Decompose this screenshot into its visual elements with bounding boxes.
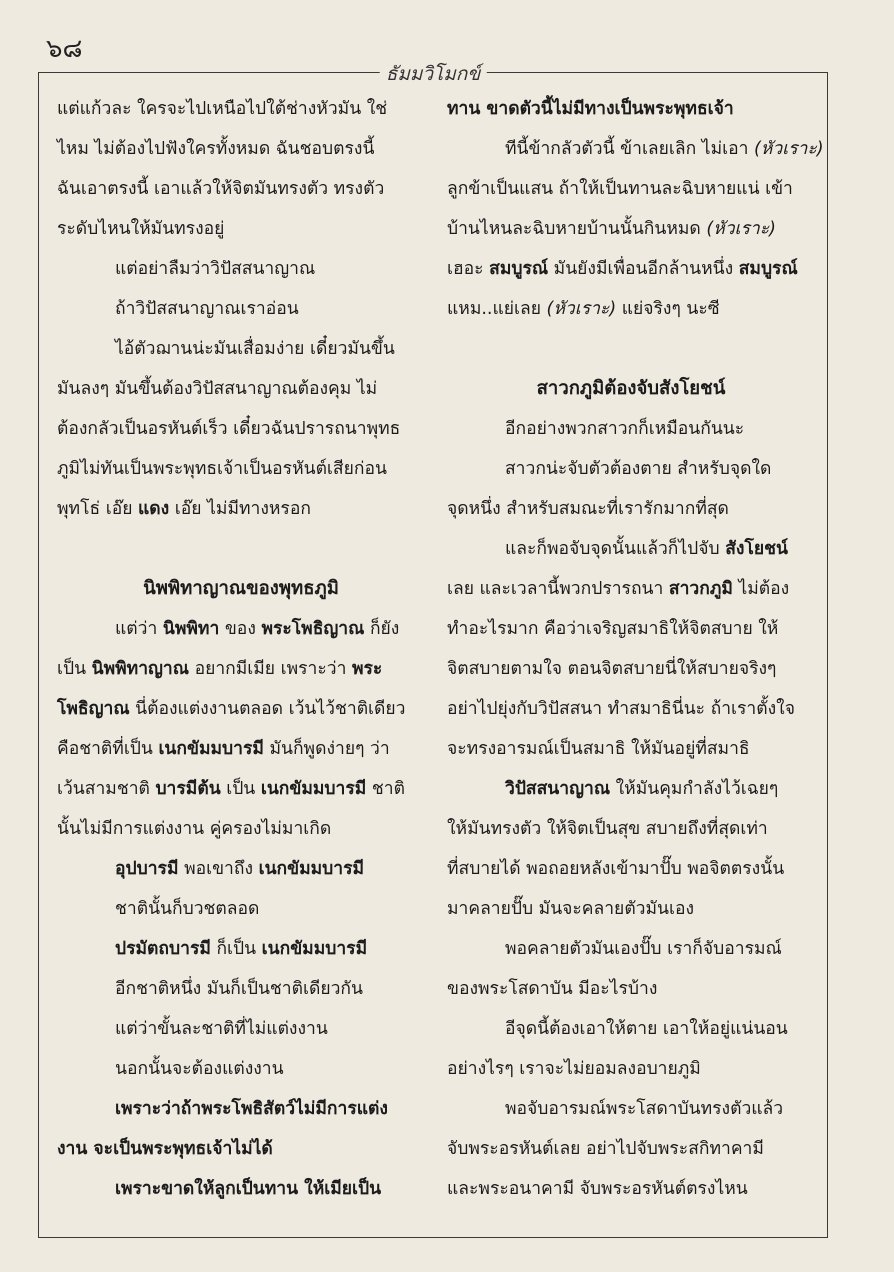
text-segment: คือชาติที่เป็น xyxy=(57,739,159,759)
text-segment: ให้มันคุมกำลังไว้เฉยๆ xyxy=(610,779,779,799)
text-line xyxy=(57,1169,425,1209)
text-segment: ปรมัตถบารมี xyxy=(115,939,211,959)
text-line xyxy=(57,649,425,689)
text-segment: เนกขัมมบารมี xyxy=(260,779,367,799)
text-line xyxy=(57,1009,425,1049)
text-segment: และพระอนาคามี จับพระอรหันต์ตรงไหน xyxy=(447,1179,748,1199)
text-line xyxy=(57,129,425,169)
text-segment: (หัวเราะ) xyxy=(706,219,776,239)
text-segment: จุดหนึ่ง สำหรับสมณะที่เรารักมากที่สุด xyxy=(447,499,729,519)
blank-line xyxy=(57,529,425,569)
text-segment: มันก็พูดง่ายๆ ว่า xyxy=(263,739,390,759)
text-line xyxy=(57,1049,425,1089)
text-segment: นิพพิทาญาณ xyxy=(91,659,189,679)
text-line xyxy=(447,769,815,809)
text-segment: ให้มันทรงตัว ให้จิตเป็นสุข สบายถึงที่สุดเท่า xyxy=(447,819,768,839)
text-line xyxy=(57,969,425,1009)
text-line xyxy=(447,529,815,569)
text-line xyxy=(447,289,815,329)
text-segment: ก็ยัง xyxy=(364,619,400,639)
text-segment: จับพระอรหันต์เลย อย่าไปจับพระสกิทาคามี xyxy=(447,1139,764,1159)
text-line xyxy=(57,169,425,209)
text-segment: เนกขัมมบารมี xyxy=(258,859,365,879)
text-segment: มันลงๆ มันขึ้นต้องวิปัสสนาญาณต้องคุม ไม่ xyxy=(57,379,378,399)
text-segment: อย่างไรๆ เราจะไม่ยอมลงอบายภูมิ xyxy=(447,1059,701,1079)
text-segment: จิตสบายตามใจ ตอนจิตสบายนี่ให้สบายจริงๆ xyxy=(447,659,777,679)
text-segment: นั้นไม่มีการแต่งงาน คู่ครองไม่มาเกิด xyxy=(57,819,332,839)
text-line xyxy=(57,449,425,489)
text-line xyxy=(57,729,425,769)
text-segment: งาน จะเป็นพระพุทธเจ้าไม่ได้ xyxy=(57,1139,273,1159)
text-segment: พระ xyxy=(351,659,383,679)
text-segment: และก็พอจับจุดนั้นแล้วก็ไปจับ xyxy=(505,539,726,559)
text-line xyxy=(447,249,815,289)
text-line xyxy=(447,1049,815,1089)
text-segment: ภูมิไม่ทันเป็นพระพุทธเจ้าเป็นอรหันต์เสียก่อน xyxy=(57,459,387,479)
text-segment: ชาตินั้นก็บวชตลอด xyxy=(115,899,260,919)
text-segment: เอ๊ย ไม่มีทางหรอก xyxy=(169,499,311,519)
text-line xyxy=(57,369,425,409)
text-segment: ทาน ขาดตัวนี้ไม่มีทางเป็นพระพุทธเจ้า xyxy=(447,99,734,119)
text-line xyxy=(57,769,425,809)
text-segment: (หัวเราะ) xyxy=(753,139,824,159)
page-number: ๖๘ xyxy=(46,34,83,64)
running-title: ธัมมวิโมกข์ xyxy=(380,59,487,89)
text-line xyxy=(57,249,425,289)
text-line xyxy=(447,169,815,209)
text-segment: สาวกน่ะจับตัวต้องตาย สำหรับจุดใด xyxy=(505,459,772,479)
text-line xyxy=(57,1089,425,1129)
text-segment: นิพพิทาญาณของพุทธภูมิ xyxy=(143,578,339,599)
text-segment: ของพระโสดาบัน มีอะไรบ้าง xyxy=(447,979,658,999)
text-segment: อุปบารมี xyxy=(115,859,179,879)
left-column xyxy=(57,89,425,1209)
text-segment: ถ้าวิปัสสนาญาณเราอ่อน xyxy=(115,299,299,319)
text-segment: แต่ว่าขั้นละชาติที่ไม่แต่งงาน xyxy=(115,1019,328,1039)
text-segment: ทำอะไรมาก คือว่าเจริญสมาธิให้จิตสบาย ให้ xyxy=(447,619,779,639)
text-line xyxy=(447,489,815,529)
text-line xyxy=(57,929,425,969)
text-segment: ไหม ไม่ต้องไปฟังใครทั้งหมด ฉันชอบตรงนี้ xyxy=(57,139,375,159)
text-line xyxy=(447,1169,815,1209)
text-line xyxy=(447,1089,815,1129)
text-segment: พอคลายตัวมันเองปั๊บ เราก็จับอารมณ์ xyxy=(505,939,782,959)
text-line xyxy=(57,609,425,649)
text-segment: บารมีต้น xyxy=(155,779,221,799)
text-segment: ของ xyxy=(219,619,262,639)
text-line xyxy=(57,809,425,849)
text-line xyxy=(57,689,425,729)
text-segment: เว้นสามชาติ xyxy=(57,779,156,799)
text-line xyxy=(447,569,815,609)
text-segment: สมบูรณ์ xyxy=(738,259,798,279)
text-line xyxy=(447,729,815,769)
text-segment: สังโยชน์ xyxy=(725,539,788,559)
text-line xyxy=(57,409,425,449)
text-line xyxy=(447,969,815,1009)
text-segment: ระดับไหนให้มันทรงอยู่ xyxy=(57,219,225,239)
text-line xyxy=(447,809,815,849)
text-segment: อีกชาติหนึ่ง มันก็เป็นชาติเดียวกัน xyxy=(115,979,363,999)
text-segment: แต่ว่า xyxy=(115,619,163,639)
text-segment: แดง xyxy=(138,499,170,519)
text-segment: ไม่ต้อง xyxy=(732,579,790,599)
text-segment: พุทโธ่ เอ๊ย xyxy=(57,499,139,519)
text-line xyxy=(57,209,425,249)
text-segment: แต่แก้วละ ใครจะไปเหนือไปใต้ช่างหัวมัน ใช่ xyxy=(57,99,388,119)
text-segment: พอจับอารมณ์พระโสดาบันทรงตัวแล้ว xyxy=(505,1099,784,1119)
text-segment: พอเขาถึง xyxy=(178,859,259,879)
text-segment: ชาติ xyxy=(366,779,405,799)
text-line xyxy=(447,609,815,649)
text-line xyxy=(447,409,815,449)
text-segment: สาวกภูมิต้องจับสังโยชน์ xyxy=(536,378,726,399)
text-line xyxy=(447,1009,815,1049)
text-line xyxy=(447,649,815,689)
text-segment: เฮอะ xyxy=(447,259,490,279)
text-line xyxy=(447,1129,815,1169)
text-segment: ที่สบายได้ พอถอยหลังเข้ามาปั๊บ พอจิตตรงนั้น xyxy=(447,859,785,879)
text-line xyxy=(57,289,425,329)
text-segment: แต่อย่าลืมว่าวิปัสสนาญาณ xyxy=(115,259,316,279)
text-line xyxy=(447,209,815,249)
text-line xyxy=(447,849,815,889)
text-segment: วิปัสสนาญาณ xyxy=(505,779,611,799)
text-line xyxy=(57,89,425,129)
text-segment: สมบูรณ์ xyxy=(489,259,549,279)
text-segment: โพธิญาณ xyxy=(57,699,130,719)
text-segment: เนกขัมมบารมี xyxy=(261,939,368,959)
text-line xyxy=(57,849,425,889)
text-segment: เป็น xyxy=(220,779,261,799)
section-heading xyxy=(57,569,425,609)
text-segment: นิพพิทา xyxy=(162,619,220,639)
text-segment: เพราะขาดให้ลูกเป็นทาน ให้เมียเป็น xyxy=(115,1179,382,1199)
text-segment: เนกขัมมบารมี xyxy=(158,739,264,759)
text-segment: นอกนั้นจะต้องแต่งงาน xyxy=(115,1059,284,1079)
text-segment: เป็น xyxy=(57,659,92,679)
text-line xyxy=(447,449,815,489)
text-segment: ก็เป็น xyxy=(210,939,262,959)
text-segment: อยากมีเมีย เพราะว่า xyxy=(189,659,352,679)
text-segment: อย่าไปยุ่งกับวิปัสสนา ทำสมาธินี่นะ ถ้าเราตั้งใจ xyxy=(447,699,795,719)
text-segment: ฉันเอาตรงนี้ เอาแล้วให้จิตมันทรงตัว ทรงตัว xyxy=(57,179,385,199)
text-segment: ต้องกลัวเป็นอรหันต์เร็ว เดี๋ยวฉันปรารถนาพุทธ xyxy=(57,419,401,439)
right-column xyxy=(447,89,824,1209)
text-segment: จะทรงอารมณ์เป็นสมาธิ ให้มันอยู่ที่สมาธิ xyxy=(447,739,750,759)
section-heading xyxy=(447,369,815,409)
text-line xyxy=(57,1129,425,1169)
text-segment: (หัวเราะ) xyxy=(546,299,617,319)
text-segment: ไอ้ตัวฌานน่ะมันเสื่อมง่าย เดี๋ยวมันขึ้น xyxy=(115,339,395,359)
text-frame xyxy=(38,63,828,1238)
text-segment: แย่จริงๆ นะซี xyxy=(616,299,720,319)
text-line xyxy=(57,329,425,369)
text-segment: ลูกข้าเป็นแสน ถ้าให้เป็นทานละฉิบหายแน่ เข้า xyxy=(447,179,793,199)
text-segment: แหม..แย่เลย xyxy=(447,299,547,319)
text-segment: สาวกภูมิ xyxy=(668,579,733,599)
blank-line xyxy=(447,329,815,369)
text-segment: บ้านไหนละฉิบหายบ้านนั้นกินหมด xyxy=(447,219,707,239)
text-segment: เลย และเวลานี้พวกปรารถนา xyxy=(447,579,669,599)
text-segment: อีจุดนี้ต้องเอาให้ตาย เอาให้อยู่แน่นอน xyxy=(505,1019,788,1039)
text-segment: เพราะว่าถ้าพระโพธิสัตว์ไม่มีการแต่ง xyxy=(115,1099,388,1119)
text-segment: มันยังมีเพื่อนอีกล้านหนึ่ง xyxy=(548,259,739,279)
text-line xyxy=(57,489,425,529)
text-line xyxy=(447,689,815,729)
text-line xyxy=(447,129,824,169)
text-line xyxy=(57,889,425,929)
text-segment: มาคลายปั๊บ มันจะคลายตัวมันเอง xyxy=(447,899,695,919)
text-line xyxy=(447,889,815,929)
text-line xyxy=(447,89,815,129)
text-segment: ทีนี้ข้ากลัวตัวนี้ ข้าเลยเลิก ไม่เอา xyxy=(505,139,754,159)
text-line xyxy=(447,929,815,969)
text-segment: อีกอย่างพวกสาวกก็เหมือนกันนะ xyxy=(505,419,745,439)
text-segment: พระโพธิญาณ xyxy=(261,619,365,639)
text-segment: นี่ต้องแต่งงานตลอด เว้นไว้ชาติเดียว xyxy=(129,699,406,719)
